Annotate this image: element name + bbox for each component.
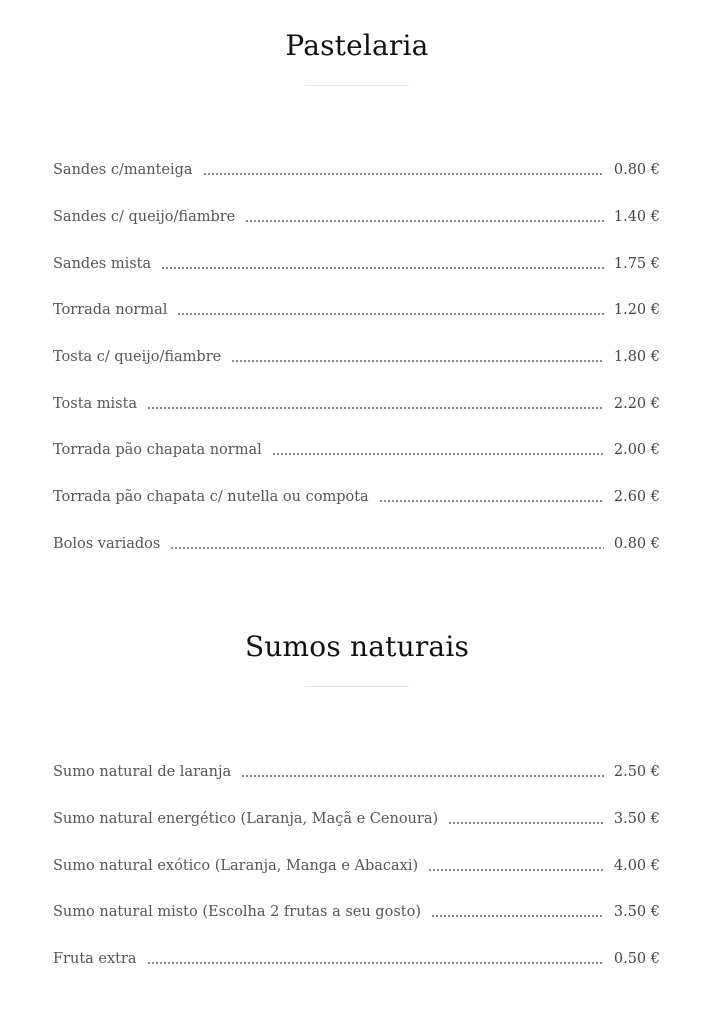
menu-item [53,842,660,889]
dot-leader [241,775,604,777]
item-price: 4.00 € [613,857,660,874]
dot-leader [177,313,604,315]
item-price: 2.20 € [613,395,660,412]
dot-leader [203,173,604,175]
item-price: 2.50 € [613,764,660,781]
menu-item [53,427,660,474]
item-name: Sandes mista [53,255,152,272]
item-name: Tosta c/ queijo/fiambre [53,349,222,366]
item-name: Sumo natural misto (Escolha 2 frutas a seu gosto) [53,904,421,921]
item-name: Sumo natural energético (Laranja, Maçã e Cenoura) [53,811,439,828]
section-title: Pastelaria [285,29,429,62]
item-name: Tosta mista [53,395,138,412]
menu-item [53,521,660,568]
item-name: Fruta extra [53,951,137,968]
dot-leader [147,407,604,409]
dot-leader [448,822,604,824]
item-price: 3.50 € [613,811,660,828]
item-name: Sandes c/manteiga [53,162,193,179]
item-price: 3.50 € [613,904,660,921]
item-name: Sumo natural de laranja [53,764,232,781]
dot-leader [431,915,604,917]
item-price: 2.00 € [613,442,660,459]
section-title: Sumos naturais [244,630,470,663]
menu-item [53,749,660,796]
item-price: 1.75 € [613,255,660,272]
dot-leader [272,453,604,455]
menu-item [53,147,660,194]
item-price: 0.80 € [613,162,660,179]
item-name: Torrada pão chapata c/ nutella ou compota [53,489,369,506]
menu-item [53,380,660,427]
item-price: 1.40 € [613,209,660,226]
item-name: Bolos variados [53,535,161,552]
menu-list [53,147,660,567]
dot-leader [170,547,604,549]
title-divider [305,686,409,687]
item-price: 1.20 € [613,302,660,319]
menu-item [53,796,660,843]
item-price: 2.60 € [613,489,660,506]
item-name: Torrada normal [53,302,168,319]
item-name: Torrada pão chapata normal [53,442,262,459]
item-price: 0.80 € [613,535,660,552]
menu-list [53,749,660,982]
dot-leader [428,869,604,871]
item-price: 0.50 € [613,951,660,968]
dot-leader [161,267,604,269]
item-name: Sumo natural exótico (Laranja, Manga e Abacaxi) [53,857,419,874]
menu-item [53,240,660,287]
menu-item [53,889,660,936]
dot-leader [147,962,604,964]
dot-leader [379,500,604,502]
item-price: 1.80 € [613,349,660,366]
dot-leader [245,220,604,222]
title-divider [305,85,409,86]
dot-leader [231,360,604,362]
menu-item [53,936,660,983]
menu-item [53,474,660,521]
item-name: Sandes c/ queijo/fiambre [53,209,236,226]
menu-item [53,334,660,381]
menu-item [53,287,660,334]
menu-item [53,194,660,241]
